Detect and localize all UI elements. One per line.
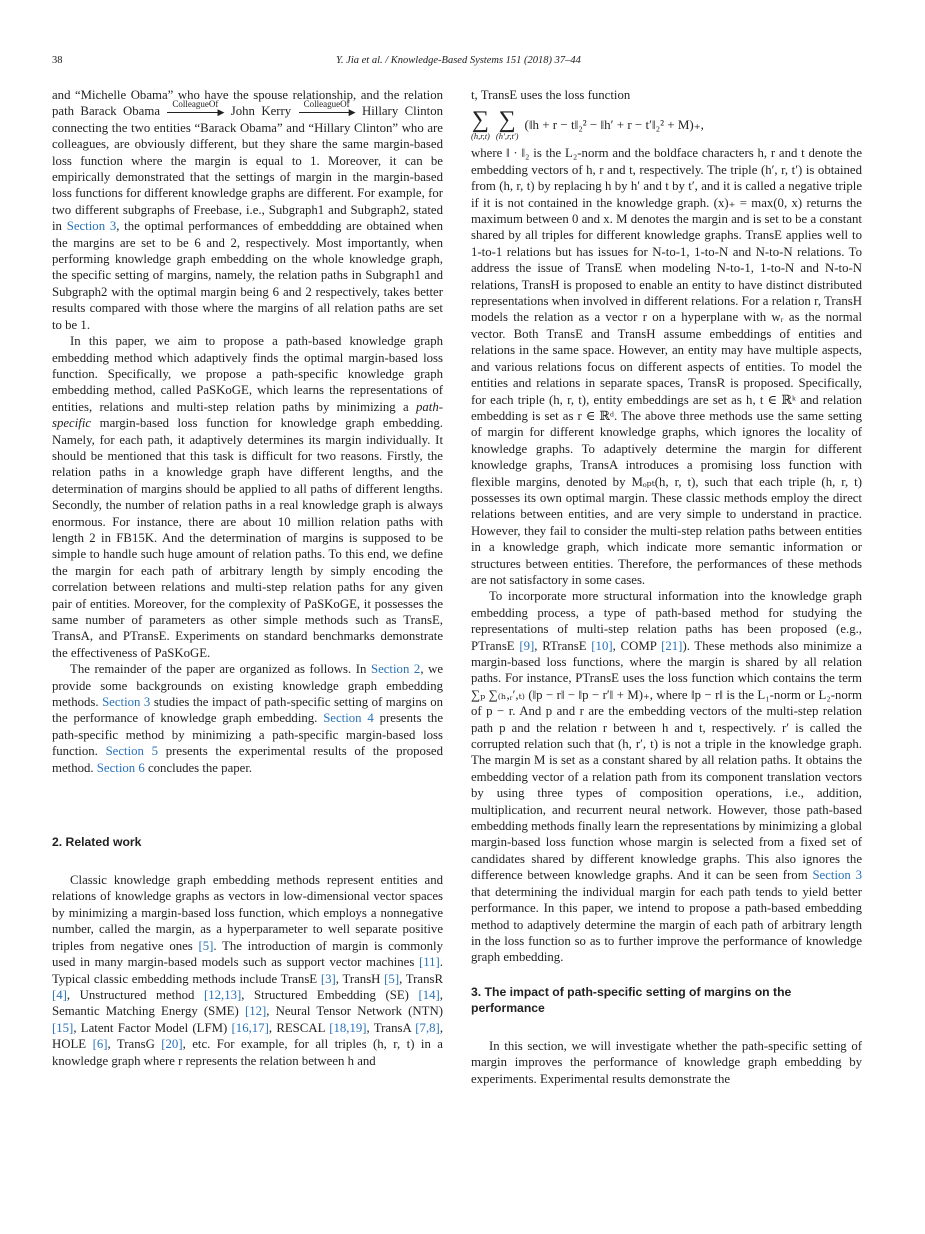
section-6-link[interactable]: Section 6 — [96, 760, 145, 775]
formula-body: (‖h + r − t‖₂² − ‖h′ + r − t′‖₂² + M)₊, — [524, 117, 704, 133]
page-header — [52, 55, 865, 71]
citation[interactable]: [10] — [591, 638, 613, 653]
impact-paragraph: In this section, we will investigate whether the path-specific setting of margin improves the performance of knowledge graph embedding by experiments. Experimental results demonstrate the — [471, 1038, 862, 1086]
citation[interactable]: [5] — [384, 971, 400, 986]
transe-description-paragraph: where ‖ · ‖₂ is the L₂-norm and the boldface characters h, r and t denote the embedding vectors of h, r and t, respectively. The triple (h′, r, t′) is obtained from (h, r, t) by replacing h by h′ and t by t′, and it is called a negative triple if it is not contained in the knowledge graph. (x)₊ = max(0, x) returns the maximum between 0 and x. M denotes the margin and is set to be a constant shared by all triples for different knowledge graphs. TransE applies well to 1-to-1 relations but has issues for N-to-1, 1-to-N and N-to-N relations. To address the issue of TransE when modeling N-to-1, 1-to-N and N-to-N relations, TransH is proposed to enable an entity to have distinct distributed representations when involved in different relations. For a relation r, TransH models the relation as a vector r on a hyperplane with wᵣ as the normal vector. Both TransE and TransH assume embeddings of entities and relations in the same space. However, an entity may have multiple aspects, and various relations focus on different aspects of entities. To model the entities and relations in separate spaces, TransR is proposed. Specifically, for each triple (h, r, t), entity embeddings are set as h, t ∈ ℝᵏ and relation embedding is set as r ∈ ℝᵈ. The above three methods use the same setting of margin for different knowledge graphs, which ignores the locality of knowledge graphs. To adaptively determine the margin for different knowledge graphs, TransA introduces a promising loss function with flexible margins, denoted by Mₒₚₜ(h, r, t), such that each triple (h, r, t) possesses its own optimal margin. These classic methods employ the direct relations between entities, and are very simple to understand in practice. However, they fail to consider the multi-step relation paths between entities in a knowledge graph, which indicate more semantic information or structures between entities. Therefore, the performances of these methods are not satisfactory in some cases. — [471, 146, 862, 587]
citation[interactable]: [12] — [244, 1004, 267, 1019]
citation[interactable]: [9] — [519, 638, 535, 653]
citation[interactable]: [4] — [52, 987, 67, 1002]
page-number: 38 — [52, 55, 63, 66]
right-column — [471, 87, 862, 1087]
section-2-link[interactable]: Section 2 — [370, 662, 421, 677]
citation[interactable]: [3] — [320, 971, 336, 986]
citation[interactable]: [21] — [661, 638, 683, 653]
citation[interactable]: [7,8] — [415, 1020, 440, 1035]
citation[interactable]: [11] — [418, 955, 440, 970]
section-3-link[interactable]: Section 3 — [102, 695, 151, 710]
section-heading-impact: 3. The impact of path-specific setting of margins on the performance — [471, 984, 792, 1015]
citation[interactable]: [15] — [52, 1020, 74, 1035]
citation[interactable]: [6] — [92, 1037, 108, 1052]
section-5-link[interactable]: Section 5 — [105, 744, 159, 759]
citation[interactable]: [14] — [418, 987, 440, 1002]
section-heading-related-work: 2. Related work — [52, 835, 142, 850]
sum-symbol: ∑ (h′,r,t′) — [495, 107, 519, 142]
colleague-of-arrow-2: ColleagueOf ▶ — [298, 105, 356, 115]
section-3-link[interactable]: Section 3 — [66, 219, 117, 234]
running-head: Y. Jia et al. / Knowledge-Based Systems 151 (2018) 37–44 — [336, 55, 581, 66]
citation[interactable]: [20] — [161, 1037, 183, 1052]
citation[interactable]: [18,19] — [329, 1020, 367, 1035]
intro-paragraph-3: The remainder of the paper are organized as follows. In Section 2, we provide some backgrounds on existing knowledge graph embedding methods. Section 3 studies the impact of path-specific setting of margins on the performance of knowledge graph embedding. Section 4 presents the path-specific method by minimizing a path-specific margin-based loss function. Section 5 presents the experimental results of the proposed method. Section 6 concludes the paper. — [52, 662, 444, 775]
citation[interactable]: [12,13] — [203, 987, 242, 1002]
section-4-link[interactable]: Section 4 — [323, 711, 374, 726]
related-work-paragraph: Classic knowledge graph embedding methods represent entities and relations of knowledge graphs as vectors in low-dimensional vector spaces by minimizing a margin-based loss function, which employs a nonnegative number, called the margin, as a hyperparameter to well separate positive triples from negative ones [5]. The introduction of margin is commonly used in many margin-based models such as support vector machines [11]. Typical classic embedding methods include TransE [3], TransH [5], TransR [4], Unstructured method [12,13], Structured Embedding (SE) [14], Semantic Matching Energy (SME) [12], Neural Tensor Network (NTN) [15], Latent Factor Model (LFM) [16,17], RESCAL [18,19], TransA [7,8], HOLE [6], TransG [20], etc. For example, for all triples (h, r, t) in a knowledge graph where r represents the relation between h and — [52, 873, 444, 1068]
sum-symbol: ∑ (h,r,t) — [471, 107, 490, 142]
colleague-of-arrow: ColleagueOf ▶ — [166, 105, 224, 115]
transe-intro: t, TransE uses the loss function — [471, 88, 631, 102]
intro-paragraph-1: and “Michelle Obama” who have the spouse relationship, and the relation path Barack Obama ColleagueOf ▶ John Kerry ColleagueOf ▶ Hillary Clinton connecting the two entities “Barack Obama” and “Hillary Clinton” who are colleagues, are obviously different, but they share the same margin-based loss function where the margin is equal to 1. Moreover, it can be empirically demonstrated that the settings of margin in the margin-based loss functions for different knowledge graphs are different. For example, for two different subgraphs of Freebase, i.e., Subgraph1 and Subgraph2, stated in Section 3, the optimal performances of embeddding are obtained when the margins are set to be 6 and 2, respectively. Most importantly, when performing knowledge graph embedding on the whole knowledge graph, the specific setting of margins, namely, the relation paths in Subgraph1 and Subgraph2 with the optimal margin being 6 and 2 respectively, takes better results compared with those where the margins of all relation paths are set to be 1. — [52, 88, 444, 332]
transe-loss-formula — [471, 109, 862, 141]
citation[interactable]: [16,17] — [231, 1020, 269, 1035]
path-based-paragraph: To incorporate more structural information into the knowledge graph embedding process, a type of path-based method for studying the representations of multi-step relation paths has been proposed (e.g., PTransE [9], RTransE [10], COMP [21]). These methods also minimize a margin-based loss functions, where the margin is shared by all relation paths. For instance, PTransE uses the loss function which contains the term ∑ₚ ∑₍ₕ,ᵣ′,ₜ₎ (‖p − r‖ − ‖p − r′‖ + M)₊, where ‖p − r‖ is the L₁-norm or L₂-norm of p − r. And p and r are the embedding vectors of the multi-step relation path p and the relation r between h and t, respectively. r′ is called the corrupted relation such that (h, r′, t) is not a triple in the knowledge graph. The margin M is set as a constant shared by all relation paths. It obtains the embedding vector of a relation path from its component translation vectors by using three types of composition operations, i.e., addition, multiplication, and recurrent neural network. However, those path-based embedding methods finally learn the representations by minimizing a global margin-based loss function whose margin is selected from a fixed set of candidates shared by different knowledge graphs. This also ignores the difference between knowledge graphs. And it can be seen from Section 3 that determining the individual margin for each path tends to yield better performance. In this paper, we intend to propose a path-based embedding method to adaptively determine the margin of each path of arbitrary length in the loss function so as to further improve the performance of knowledge graph embedding. — [471, 589, 863, 965]
section-3-link[interactable]: Section 3 — [812, 868, 863, 883]
citation[interactable]: [5] — [198, 938, 214, 953]
left-column — [52, 87, 443, 1069]
intro-paragraph-2: In this paper, we aim to propose a path-based knowledge graph embedding method which adaptively finds the optimal margin-based loss function. Specifically, we propose a path-specific knowledge graph embedding method, called PaSKoGE, which learns the representations of entities, relations and multi-step relation paths by minimizing a path-specific margin-based loss function for knowledge graph embedding. Namely, for each path, it adaptively determines its margin individually. It should be mentioned that this task is difficult for two reasons. Firstly, the relation paths in a knowledge graph have different lengths, and the determination of margins should be applied to all paths of different lengths. Secondly, the number of relation paths in a real knowledge graph is always enormous. For instance, there are about 10 million relation paths with length 2 in FB15K. And the determination of margins is supposed to be simple to handle such huge amount of relation paths. To this end, we define the margin for each path of arbitrary length by simply encoding the correlation between relations and multi-step relation paths for any given pair of entities. Moreover, for the complexity of PaSKoGE, it possesses the same number of parameters as other simple methods such as TransE, TransA, and PTransE. Experiments on standard benchmarks demonstrate the effectiveness of PaSKoGE. — [52, 334, 443, 660]
